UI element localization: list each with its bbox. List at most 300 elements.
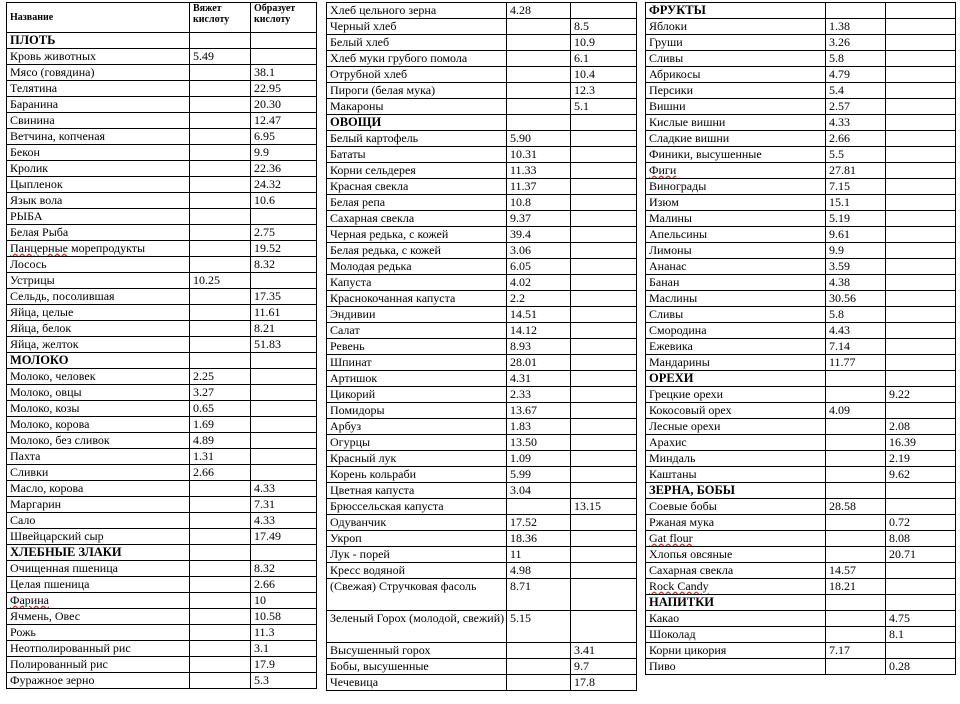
binds-acid-value: 4.09 bbox=[826, 403, 886, 419]
food-name: Банан bbox=[649, 275, 680, 289]
binds-acid-value: 17.52 bbox=[507, 515, 571, 531]
forms-acid-value: 10.9 bbox=[571, 35, 637, 51]
binds-acid-value bbox=[190, 257, 251, 273]
table-row bbox=[646, 467, 956, 483]
food-name: Эндивии bbox=[330, 307, 376, 321]
food-name-cell bbox=[7, 385, 190, 401]
forms-acid-value: 10.6 bbox=[251, 193, 317, 209]
empty-cell bbox=[507, 115, 571, 131]
binds-acid-value bbox=[190, 497, 251, 513]
forms-acid-value bbox=[886, 259, 956, 275]
table-row bbox=[7, 529, 317, 545]
food-name: Фуражное зерно bbox=[10, 673, 95, 687]
binds-acid-value bbox=[507, 643, 571, 659]
forms-acid-value: 3.1 bbox=[251, 641, 317, 657]
food-name-cell bbox=[646, 99, 826, 115]
binds-acid-value bbox=[190, 289, 251, 305]
forms-acid-value: 2.66 bbox=[251, 577, 317, 593]
binds-acid-value: 2.66 bbox=[826, 131, 886, 147]
food-name: Лесные орехи bbox=[649, 419, 721, 433]
table-row bbox=[7, 513, 317, 529]
food-name: Лосось bbox=[10, 257, 47, 271]
food-name: Целая пшеница bbox=[10, 577, 90, 591]
forms-acid-value: 10 bbox=[251, 593, 317, 609]
binds-acid-value bbox=[826, 451, 886, 467]
food-name: Винограды bbox=[649, 179, 707, 193]
forms-acid-value bbox=[886, 147, 956, 163]
food-name: Миндаль bbox=[649, 451, 696, 465]
forms-acid-value: 4.33 bbox=[251, 481, 317, 497]
forms-acid-value: 12.3 bbox=[571, 83, 637, 99]
food-name-cell bbox=[7, 113, 190, 129]
forms-acid-value bbox=[571, 275, 637, 291]
forms-acid-value bbox=[571, 195, 637, 211]
binds-acid-value bbox=[507, 659, 571, 675]
table-row bbox=[646, 227, 956, 243]
binds-acid-value bbox=[190, 225, 251, 241]
food-name-cell bbox=[646, 307, 826, 323]
forms-acid-value bbox=[571, 483, 637, 499]
binds-acid-value bbox=[190, 609, 251, 625]
table-row bbox=[646, 19, 956, 35]
binds-acid-value: 9.61 bbox=[826, 227, 886, 243]
empty-cell bbox=[251, 353, 317, 369]
table-row bbox=[646, 339, 956, 355]
food-name: Хлопья овсяные bbox=[649, 547, 733, 561]
food-name-cell bbox=[646, 435, 826, 451]
food-name-cell bbox=[327, 163, 507, 179]
food-name bbox=[649, 163, 676, 177]
table-row bbox=[327, 291, 637, 307]
table-row bbox=[327, 355, 637, 371]
empty-cell bbox=[826, 3, 886, 19]
food-name: Свинина bbox=[10, 113, 55, 127]
food-name-cell bbox=[327, 275, 507, 291]
table-row bbox=[646, 451, 956, 467]
forms-acid-value: 9.22 bbox=[886, 387, 956, 403]
table-row bbox=[327, 51, 637, 67]
food-name: Корень кольраби bbox=[330, 467, 417, 481]
food-name: Красная свекла bbox=[330, 179, 409, 193]
table-row bbox=[646, 163, 956, 179]
table-row bbox=[7, 97, 317, 113]
forms-acid-value: 19.52 bbox=[251, 241, 317, 257]
food-name: Сливы bbox=[649, 307, 684, 321]
binds-acid-value: 5.90 bbox=[507, 131, 571, 147]
table-row bbox=[7, 449, 317, 465]
food-name-cell bbox=[646, 419, 826, 435]
table-row bbox=[327, 435, 637, 451]
food-name: Зеленый Горох (молодой, свежий) bbox=[330, 611, 505, 625]
binds-acid-value bbox=[826, 419, 886, 435]
food-name: Ветчина, копченая bbox=[10, 129, 106, 143]
binds-acid-value bbox=[190, 593, 251, 609]
binds-acid-value: 10.25 bbox=[190, 273, 251, 289]
table-row bbox=[7, 385, 317, 401]
table-row bbox=[646, 307, 956, 323]
binds-acid-value bbox=[190, 561, 251, 577]
table-row bbox=[7, 49, 317, 65]
table-row bbox=[646, 291, 956, 307]
empty-cell bbox=[886, 3, 956, 19]
table-row bbox=[327, 99, 637, 115]
food-name-cell bbox=[7, 481, 190, 497]
table-row bbox=[646, 99, 956, 115]
food-name: Бататы bbox=[330, 147, 366, 161]
table-row bbox=[327, 83, 637, 99]
binds-acid-value: 30.56 bbox=[826, 291, 886, 307]
table-row bbox=[646, 355, 956, 371]
forms-acid-value bbox=[251, 369, 317, 385]
table-row bbox=[646, 579, 956, 595]
binds-acid-value: 6.05 bbox=[507, 259, 571, 275]
food-name-cell bbox=[7, 49, 190, 65]
food-name: Яйца, белок bbox=[10, 321, 72, 335]
food-name-cell bbox=[327, 51, 507, 67]
food-name-cell bbox=[646, 323, 826, 339]
binds-acid-value: 1.09 bbox=[507, 451, 571, 467]
food-name: Шоколад bbox=[649, 627, 696, 641]
food-name: Рожь bbox=[10, 625, 36, 639]
food-name-cell bbox=[327, 259, 507, 275]
table-row bbox=[646, 387, 956, 403]
forms-acid-value bbox=[571, 547, 637, 563]
forms-acid-value bbox=[886, 115, 956, 131]
table-row bbox=[7, 465, 317, 481]
section-header-row bbox=[327, 115, 637, 131]
food-name: Молоко, корова bbox=[10, 417, 90, 431]
header-name: Название bbox=[7, 3, 190, 33]
food-name-cell bbox=[327, 547, 507, 563]
forms-acid-value: 4.75 bbox=[886, 611, 956, 627]
binds-acid-value: 2.2 bbox=[507, 291, 571, 307]
forms-acid-value bbox=[251, 465, 317, 481]
forms-acid-value: 8.32 bbox=[251, 561, 317, 577]
empty-cell bbox=[886, 595, 956, 611]
food-name-cell bbox=[327, 35, 507, 51]
binds-acid-value: 11.33 bbox=[507, 163, 571, 179]
binds-acid-value: 5.4 bbox=[826, 83, 886, 99]
forms-acid-value: 8.08 bbox=[886, 531, 956, 547]
food-name-cell bbox=[7, 321, 190, 337]
food-name: Маргарин bbox=[10, 497, 62, 511]
food-name-cell bbox=[646, 355, 826, 371]
table-row bbox=[327, 131, 637, 147]
forms-acid-value: 2.08 bbox=[886, 419, 956, 435]
food-name: Корни сельдерея bbox=[330, 163, 416, 177]
table-row bbox=[7, 673, 317, 689]
forms-acid-value bbox=[251, 209, 317, 225]
forms-acid-value bbox=[571, 3, 637, 19]
binds-acid-value: 1.83 bbox=[507, 419, 571, 435]
food-name-cell bbox=[646, 627, 826, 643]
food-name: Каштаны bbox=[649, 467, 697, 481]
food-name: Яйца, желток bbox=[10, 337, 79, 351]
food-name-cell bbox=[7, 449, 190, 465]
binds-acid-value: 11.37 bbox=[507, 179, 571, 195]
forms-acid-value bbox=[886, 227, 956, 243]
table-row bbox=[327, 3, 637, 19]
forms-acid-value bbox=[886, 99, 956, 115]
food-name-cell bbox=[7, 145, 190, 161]
table-row bbox=[327, 467, 637, 483]
forms-acid-value bbox=[886, 307, 956, 323]
table-row bbox=[327, 387, 637, 403]
table-row bbox=[7, 625, 317, 641]
forms-acid-value bbox=[886, 403, 956, 419]
binds-acid-value bbox=[190, 209, 251, 225]
food-name: Финики, высушенные bbox=[649, 147, 762, 161]
forms-acid-value: 17.35 bbox=[251, 289, 317, 305]
forms-acid-value bbox=[571, 563, 637, 579]
forms-acid-value: 10.4 bbox=[571, 67, 637, 83]
food-name: Молодая редька bbox=[330, 259, 412, 273]
forms-acid-value bbox=[571, 419, 637, 435]
food-name: Отрубной хлеб bbox=[330, 67, 408, 81]
food-name-cell bbox=[327, 611, 507, 643]
binds-acid-value bbox=[190, 577, 251, 593]
binds-acid-value: 4.28 bbox=[507, 3, 571, 19]
food-name-cell bbox=[327, 339, 507, 355]
forms-acid-value bbox=[571, 531, 637, 547]
forms-acid-value bbox=[251, 449, 317, 465]
binds-acid-value: 3.04 bbox=[507, 483, 571, 499]
food-name: Вишни bbox=[649, 99, 686, 113]
food-name: Хлеб муки грубого помола bbox=[330, 51, 468, 65]
food-name: РЫБА bbox=[10, 209, 43, 223]
binds-acid-value bbox=[507, 19, 571, 35]
forms-acid-value: 51.83 bbox=[251, 337, 317, 353]
food-name-cell bbox=[327, 467, 507, 483]
food-name: Черная редька, с кожей bbox=[330, 227, 449, 241]
binds-acid-value: 1.69 bbox=[190, 417, 251, 433]
food-name-cell bbox=[646, 35, 826, 51]
table-row bbox=[327, 483, 637, 499]
food-name: Очищенная пшеница bbox=[10, 561, 118, 575]
table-row bbox=[7, 561, 317, 577]
food-name-cell bbox=[327, 307, 507, 323]
table-row bbox=[7, 481, 317, 497]
binds-acid-value: 4.31 bbox=[507, 371, 571, 387]
food-name: Одуванчик bbox=[330, 515, 387, 529]
table-row bbox=[646, 67, 956, 83]
food-name-cell bbox=[7, 401, 190, 417]
food-name: Сахарная свекла bbox=[330, 211, 415, 225]
food-name: Лимоны bbox=[649, 243, 692, 257]
food-name-cell bbox=[7, 369, 190, 385]
food-name: Сливы bbox=[649, 51, 684, 65]
food-name: Баранина bbox=[10, 97, 59, 111]
binds-acid-value: 3.26 bbox=[826, 35, 886, 51]
forms-acid-value bbox=[886, 579, 956, 595]
food-name: Цикорий bbox=[330, 387, 376, 401]
binds-acid-value bbox=[190, 337, 251, 353]
binds-acid-value: 11 bbox=[507, 547, 571, 563]
food-name: Цветная капуста bbox=[330, 483, 415, 497]
forms-acid-value bbox=[571, 611, 637, 643]
table-row bbox=[646, 51, 956, 67]
forms-acid-value bbox=[571, 467, 637, 483]
food-name-cell bbox=[7, 97, 190, 113]
food-name: Маслины bbox=[649, 291, 698, 305]
forms-acid-value bbox=[571, 291, 637, 307]
forms-acid-value: 20.71 bbox=[886, 547, 956, 563]
food-name: Какао bbox=[649, 611, 680, 625]
table-row bbox=[7, 321, 317, 337]
forms-acid-value bbox=[571, 227, 637, 243]
food-name-cell bbox=[646, 563, 826, 579]
binds-acid-value: 5.15 bbox=[507, 611, 571, 643]
food-name: Цыпленок bbox=[10, 177, 63, 191]
binds-acid-value: 4.98 bbox=[507, 563, 571, 579]
binds-acid-value bbox=[507, 675, 571, 691]
forms-acid-value bbox=[571, 579, 637, 611]
food-name-cell bbox=[646, 195, 826, 211]
binds-acid-value bbox=[826, 627, 886, 643]
food-name-cell bbox=[7, 593, 190, 609]
table-row bbox=[327, 19, 637, 35]
food-name-cell bbox=[646, 147, 826, 163]
section-title: ХЛЕБНЫЕ ЗЛАКИ bbox=[7, 545, 190, 561]
forms-acid-value: 9.7 bbox=[571, 659, 637, 675]
forms-acid-value bbox=[886, 291, 956, 307]
binds-acid-value: 3.06 bbox=[507, 243, 571, 259]
food-name-cell bbox=[646, 515, 826, 531]
binds-acid-value: 28.01 bbox=[507, 355, 571, 371]
food-name: Неотполированный рис bbox=[10, 641, 131, 655]
binds-acid-value: 5.8 bbox=[826, 307, 886, 323]
binds-acid-value: 8.71 bbox=[507, 579, 571, 611]
binds-acid-value bbox=[190, 321, 251, 337]
food-name: Изюм bbox=[649, 195, 679, 209]
binds-acid-value bbox=[507, 51, 571, 67]
food-name-cell bbox=[646, 115, 826, 131]
forms-acid-value: 6.1 bbox=[571, 51, 637, 67]
binds-acid-value: 4.38 bbox=[826, 275, 886, 291]
table-row bbox=[646, 147, 956, 163]
forms-acid-value bbox=[251, 273, 317, 289]
section-header-row bbox=[7, 353, 317, 369]
food-name-cell bbox=[7, 337, 190, 353]
table-row bbox=[327, 675, 637, 691]
forms-acid-value: 16.39 bbox=[886, 435, 956, 451]
food-name: Бобы, высушенные bbox=[330, 659, 429, 673]
food-name-cell bbox=[7, 561, 190, 577]
food-name-cell bbox=[646, 259, 826, 275]
table-row bbox=[327, 579, 637, 611]
binds-acid-value bbox=[190, 625, 251, 641]
food-name-cell bbox=[7, 177, 190, 193]
empty-cell bbox=[571, 115, 637, 131]
food-name-cell bbox=[646, 227, 826, 243]
forms-acid-value bbox=[886, 163, 956, 179]
food-name-cell bbox=[7, 209, 190, 225]
forms-acid-value bbox=[571, 131, 637, 147]
binds-acid-value bbox=[826, 531, 886, 547]
empty-cell bbox=[251, 33, 317, 49]
table-row bbox=[646, 211, 956, 227]
binds-acid-value bbox=[190, 81, 251, 97]
forms-acid-value bbox=[571, 515, 637, 531]
forms-acid-value bbox=[251, 385, 317, 401]
table-row bbox=[327, 179, 637, 195]
section-title: ПЛОТЬ bbox=[7, 33, 190, 49]
table-row bbox=[327, 35, 637, 51]
table-row bbox=[327, 419, 637, 435]
food-name-cell bbox=[646, 579, 826, 595]
forms-acid-value: 3.41 bbox=[571, 643, 637, 659]
food-name: Ежевика bbox=[649, 339, 693, 353]
table-row bbox=[7, 369, 317, 385]
binds-acid-value: 14.12 bbox=[507, 323, 571, 339]
food-name: Апельсины bbox=[649, 227, 708, 241]
forms-acid-value bbox=[886, 499, 956, 515]
table-header-row bbox=[7, 3, 317, 33]
food-name: Белая редька, с кожей bbox=[330, 243, 441, 257]
table-row bbox=[646, 323, 956, 339]
food-name bbox=[649, 579, 709, 593]
table-row bbox=[7, 225, 317, 241]
forms-acid-value: 11.3 bbox=[251, 625, 317, 641]
food-name: Абрикосы bbox=[649, 67, 701, 81]
food-name: Пахта bbox=[10, 449, 41, 463]
table-row bbox=[327, 211, 637, 227]
food-name: Пироги (белая мука) bbox=[330, 83, 436, 97]
binds-acid-value: 1.31 bbox=[190, 449, 251, 465]
table-row bbox=[327, 499, 637, 515]
food-name: Кресс водяной bbox=[330, 563, 405, 577]
food-name-cell bbox=[327, 371, 507, 387]
table-row bbox=[327, 275, 637, 291]
food-name: Малины bbox=[649, 211, 692, 225]
binds-acid-value bbox=[826, 515, 886, 531]
food-name-cell bbox=[327, 355, 507, 371]
forms-acid-value: 17.9 bbox=[251, 657, 317, 673]
food-name-cell bbox=[327, 531, 507, 547]
food-name: Черный хлеб bbox=[330, 19, 397, 33]
table-row bbox=[7, 305, 317, 321]
food-name-cell bbox=[7, 193, 190, 209]
table-row bbox=[327, 243, 637, 259]
table-row bbox=[327, 339, 637, 355]
food-name-cell bbox=[327, 19, 507, 35]
binds-acid-value: 4.33 bbox=[826, 115, 886, 131]
table-row bbox=[327, 515, 637, 531]
section-header-row bbox=[646, 483, 956, 499]
binds-acid-value: 7.15 bbox=[826, 179, 886, 195]
table-row bbox=[646, 179, 956, 195]
binds-acid-value: 4.79 bbox=[826, 67, 886, 83]
table-row bbox=[327, 611, 637, 643]
table-row bbox=[646, 547, 956, 563]
empty-cell bbox=[886, 483, 956, 499]
binds-acid-value: 14.57 bbox=[826, 563, 886, 579]
binds-acid-value: 18.21 bbox=[826, 579, 886, 595]
food-name-cell bbox=[646, 547, 826, 563]
forms-acid-value bbox=[571, 323, 637, 339]
forms-acid-value bbox=[571, 451, 637, 467]
section-title: НАПИТКИ bbox=[646, 595, 826, 611]
forms-acid-value: 0.28 bbox=[886, 659, 956, 675]
food-name: Артишок bbox=[330, 371, 378, 385]
food-name-cell bbox=[7, 241, 190, 257]
binds-acid-value: 2.33 bbox=[507, 387, 571, 403]
forms-acid-value bbox=[571, 339, 637, 355]
food-name-cell bbox=[646, 211, 826, 227]
food-name bbox=[10, 593, 49, 607]
binds-acid-value: 5.8 bbox=[826, 51, 886, 67]
section-title: ОВОЩИ bbox=[327, 115, 507, 131]
